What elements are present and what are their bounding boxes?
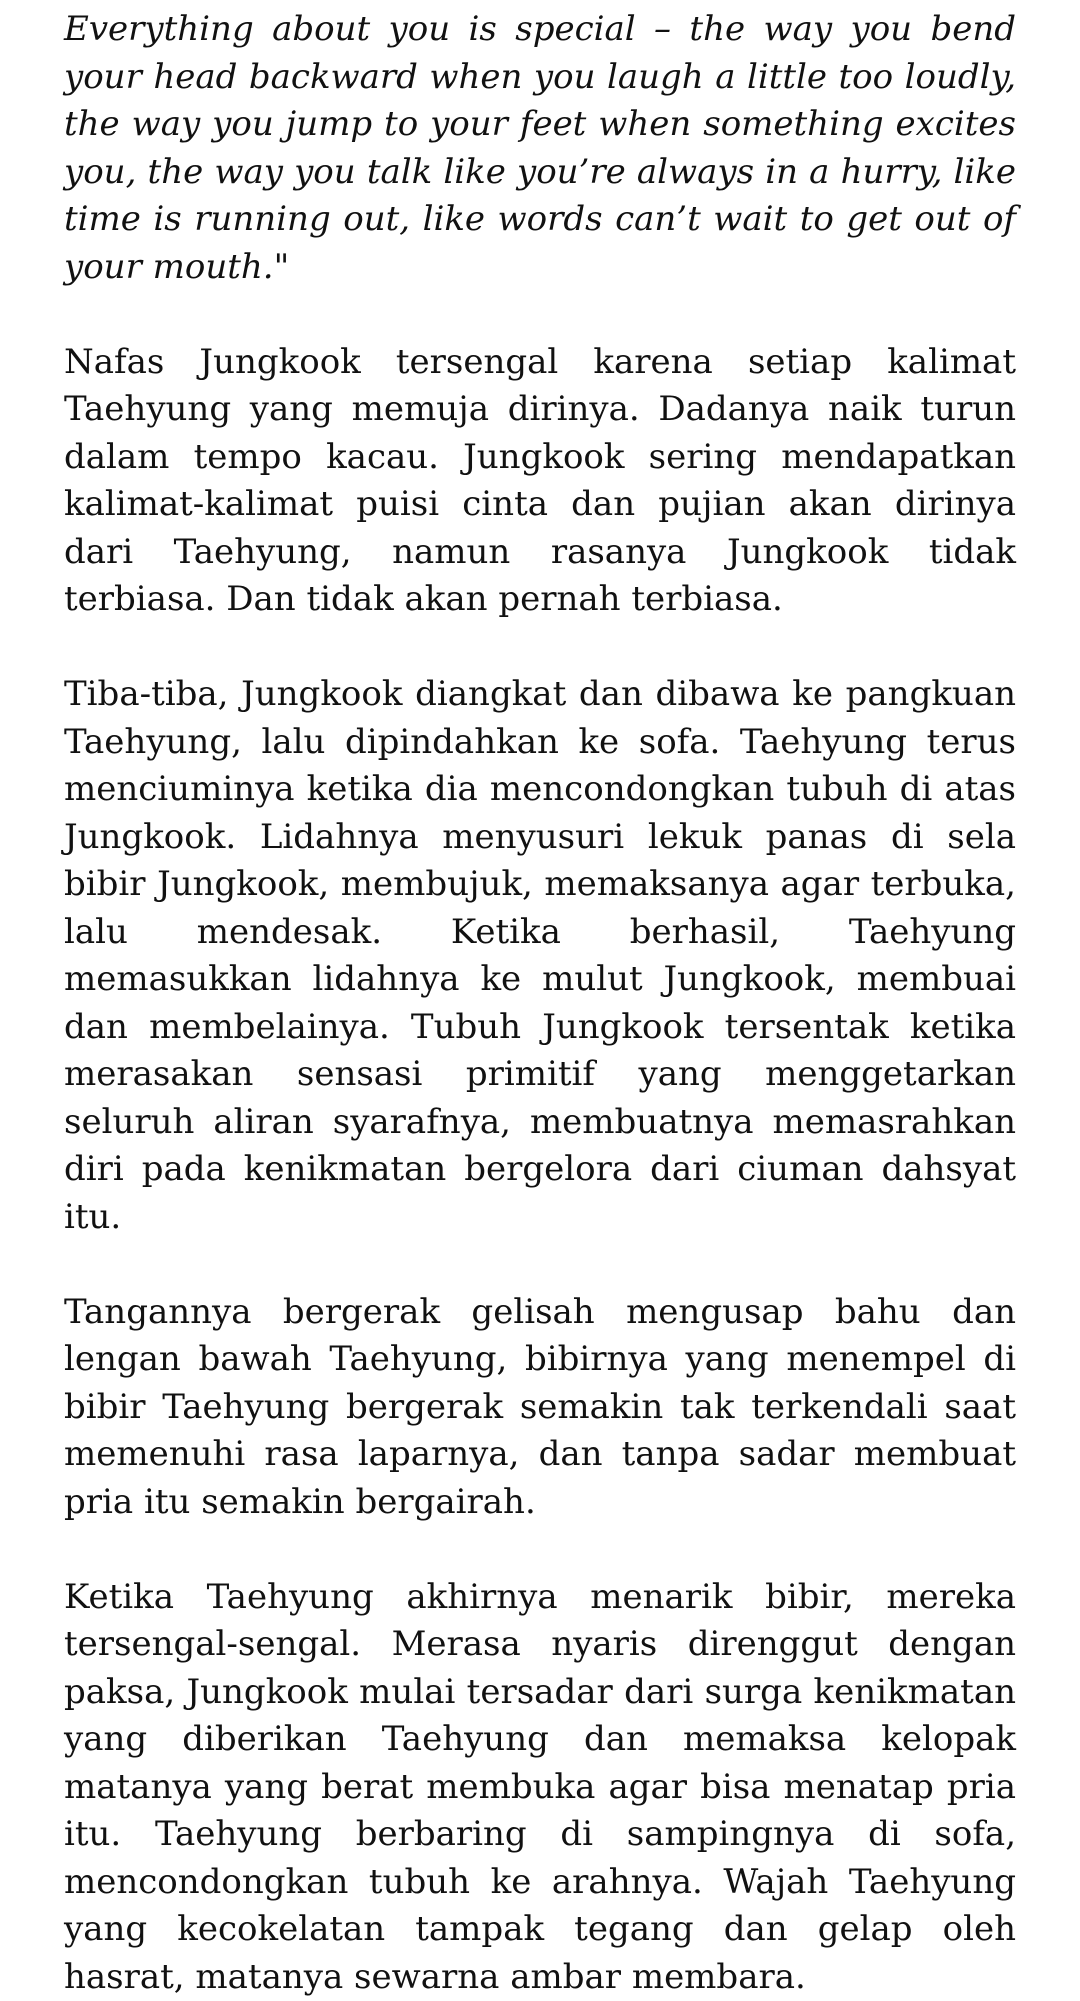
story-paragraph-4: Ketika Taehyung akhirnya menarik bibir, mereka tersengal-sengal. Merasa nyaris direnggut dengan paksa, Jungkook mulai tersadar dari surga kenikmatan yang diberikan Taehyung dan memaksa kelopak matanya yang berat membuka agar bisa menatap pria itu. Taehyung berbaring di sampingnya di sofa, mencondongkan tubuh ke arahnya. Wajah Taehyung yang kecokelatan tampak tegang dan gelap oleh hasrat, matanya sewarna ambar membara. [64,1574,1016,2001]
reader-page [64,6,1016,2001]
story-paragraph-3: Tangannya bergerak gelisah mengusap bahu dan lengan bawah Taehyung, bibirnya yang menempel di bibir Taehyung bergerak semakin tak terkendali saat memenuhi rasa laparnya, dan tanpa sadar membuat pria itu semakin bergairah. [64,1289,1016,1527]
story-paragraph-1: Nafas Jungkook tersengal karena setiap kalimat Taehyung yang memuja dirinya. Dadanya naik turun dalam tempo kacau. Jungkook sering mendapatkan kalimat-kalimat puisi cinta dan pujian akan dirinya dari Taehyung, namun rasanya Jungkook tidak terbiasa. Dan tidak akan pernah terbiasa. [64,339,1016,624]
story-paragraph-2: Tiba-tiba, Jungkook diangkat dan dibawa ke pangkuan Taehyung, lalu dipindahkan ke sofa. Taehyung terus menciuminya ketika dia mencondongkan tubuh di atas Jungkook. Lidahnya menyusuri lekuk panas di sela bibir Jungkook, membujuk, memaksanya agar terbuka, lalu mendesak. Ketika berhasil, Taehyung memasukkan lidahnya ke mulut Jungkook, membuai dan membelainya. Tubuh Jungkook tersentak ketika merasakan sensasi primitif yang menggetarkan seluruh aliran syarafnya, membuatnya memasrahkan diri pada kenikmatan bergelora dari ciuman dahsyat itu. [64,671,1016,1241]
quote-paragraph: Everything about you is special – the way you bend your head backward when you laugh a little too loudly, the way you jump to your feet when something excites you, the way you talk like you’re always in a hurry, like time is running out, like words can’t wait to get out of your mouth." [64,6,1016,291]
